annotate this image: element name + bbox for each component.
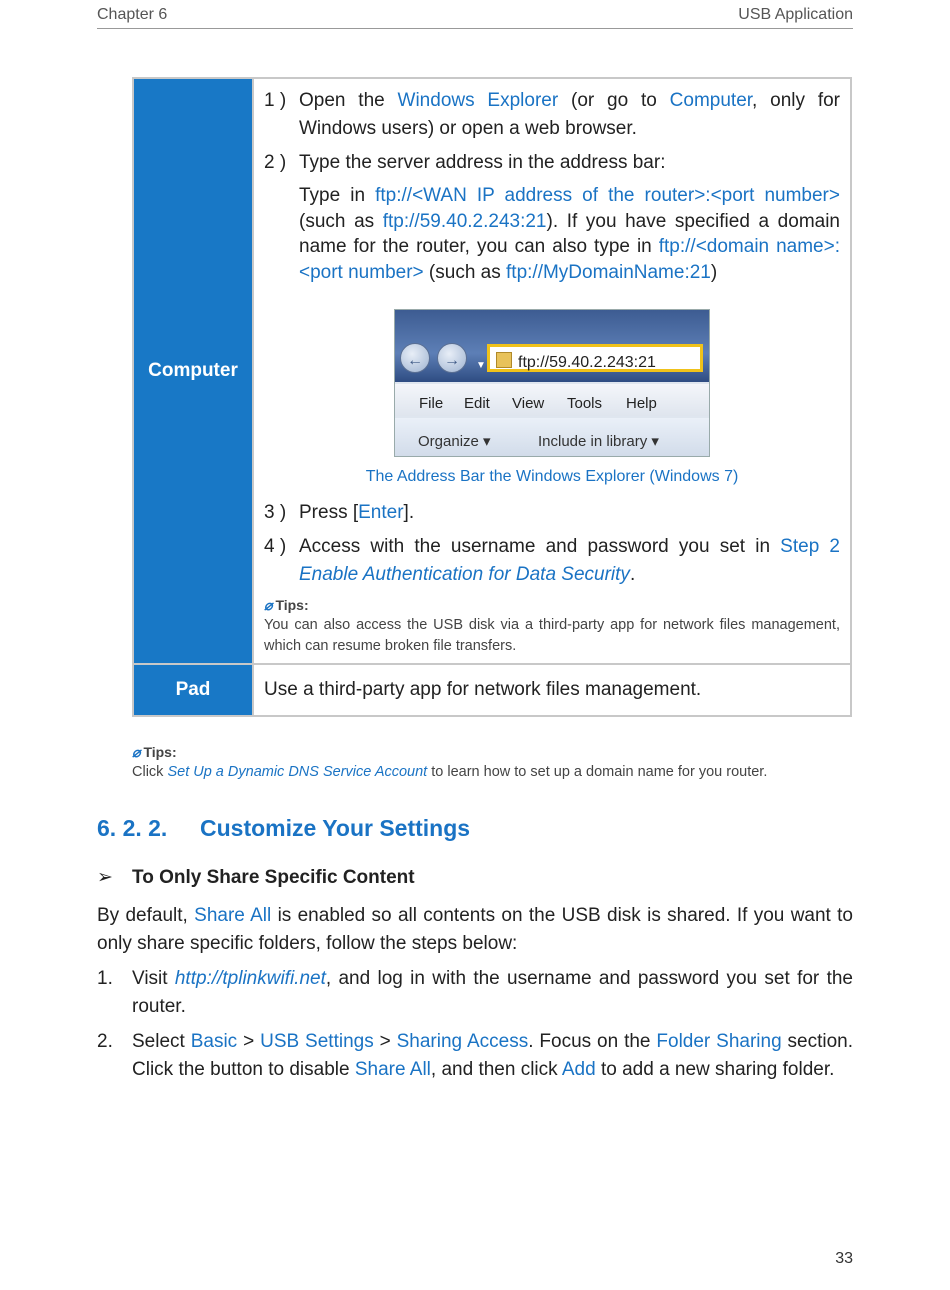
intro-paragraph: By default, Share All is enabled so all contents on the USB disk is shared. If you want to only share specific folders, follow the steps below: bbox=[97, 905, 853, 954]
chapter-label: Chapter 6 bbox=[97, 6, 168, 23]
pad-label: Pad bbox=[133, 664, 253, 716]
table-row bbox=[133, 78, 851, 664]
arrow-bullet-icon: ➢ bbox=[97, 867, 113, 888]
computer-link: Computer bbox=[669, 90, 753, 111]
forward-arrow-icon: → bbox=[437, 343, 467, 373]
list-item: 1. Visit http://tplinkwifi.net, and log in with the username and password you set for the router. bbox=[97, 968, 853, 1017]
folder-icon bbox=[496, 352, 512, 368]
address-bar: ftp://59.40.2.243:21 bbox=[487, 344, 703, 372]
step-3: 3 ) Press [Enter]. bbox=[264, 502, 415, 523]
pad-content: Use a third-party app for network files management. bbox=[253, 664, 851, 716]
step-2-detail: Type in ftp://<WAN IP address of the router>:<port number> (such as ftp://59.40.2.243:21). If you have specified a domain name for the router, you can also type in ftp://<domain name>:<port number> (such as ftp://MyDomainName:21) bbox=[299, 185, 841, 283]
command-bar: Organize ▾ Include in library ▾ bbox=[395, 418, 709, 456]
subsection-heading: ➢ To Only Share Specific Content bbox=[97, 867, 415, 888]
enable-authentication-link: Enable Authentication for Data Security bbox=[299, 564, 630, 585]
table-row bbox=[133, 664, 851, 716]
computer-label: Computer bbox=[133, 78, 253, 664]
ddns-account-link[interactable]: Set Up a Dynamic DNS Service Account bbox=[167, 764, 428, 780]
chevron-down-icon: ▼ bbox=[476, 360, 486, 371]
explorer-address-bar-screenshot bbox=[394, 309, 710, 457]
paperclip-icon: ⌀ bbox=[132, 744, 141, 760]
tplinkwifi-link[interactable]: http://tplinkwifi.net bbox=[174, 968, 326, 989]
menu-bar: File Edit View Tools Help bbox=[395, 384, 709, 416]
windows-explorer-link: Windows Explorer bbox=[397, 90, 559, 111]
tips-block: ⌀ Tips: Click Set Up a Dynamic DNS Service Account to learn how to set up a domain name for you router. bbox=[132, 744, 768, 780]
step-2-link: Step 2 bbox=[780, 536, 840, 557]
tips-heading: ⌀ Tips: bbox=[264, 597, 309, 613]
step-4: 4 ) Access with the username and password you set in Step 2 Enable Authentication for Data Security. bbox=[264, 536, 840, 585]
tips-text: You can also access the USB disk via a third-party app for network files management, which can resume broken file transfers. bbox=[264, 617, 840, 654]
list-item: 2. Select Basic > USB Settings > Sharing Access. Focus on the Folder Sharing section. Click the button to disable Share All, and then click Add to add a new sharing folder. bbox=[97, 1031, 854, 1080]
access-method-table bbox=[132, 77, 852, 717]
back-arrow-icon: ← bbox=[400, 343, 430, 373]
step-2: 2 ) Type the server address in the address bar: bbox=[264, 152, 666, 173]
step-1: 1 ) Open the Windows Explorer (or go to Computer, only for Windows users) or open a web browser. bbox=[264, 90, 840, 139]
page-number: 33 bbox=[835, 1250, 853, 1267]
paperclip-icon: ⌀ bbox=[264, 597, 273, 613]
section-heading: 6. 2. 2. Customize Your Settings bbox=[97, 815, 471, 841]
page-header bbox=[97, 4, 853, 29]
section-label: USB Application bbox=[738, 6, 853, 23]
figure-caption: The Address Bar the Windows Explorer (Windows 7) bbox=[365, 468, 739, 485]
computer-content bbox=[253, 78, 851, 664]
